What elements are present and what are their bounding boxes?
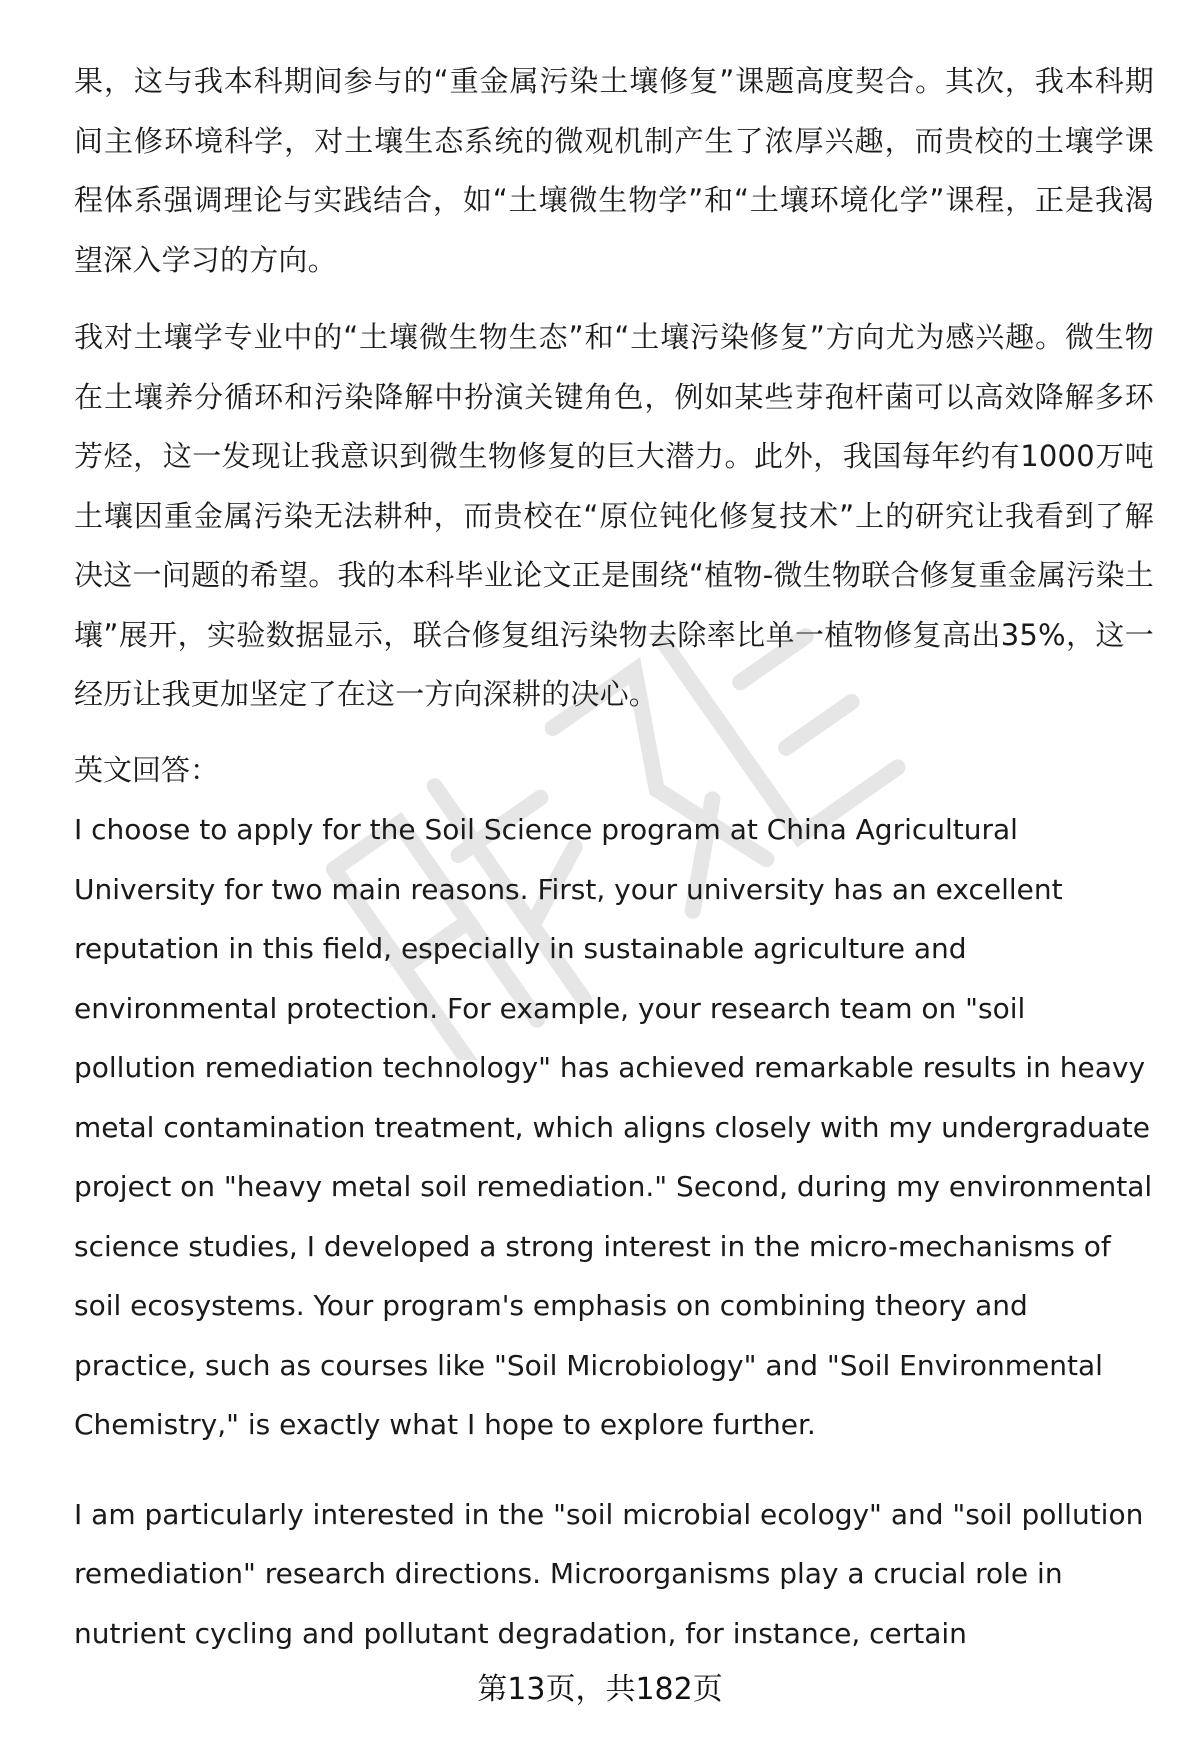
document-body xyxy=(74,52,1154,1663)
english-answer-label: 英文回答： xyxy=(74,752,220,787)
english-paragraph-1: I choose to apply for the Soil Science program at China Agricultural University for two main reasons. First, your university has an excellent reputation in this field, especially in sustainable agriculture and environmental protection. For example, your research team on "soil pollution remediation technology" has achieved remarkable results in heavy metal contamination treatment, which aligns closely with my undergraduate project on "heavy metal soil remediation." Second, during my environmental science studies, I developed a strong interest in the micro-mechanisms of soil ecosystems. Your program's emphasis on combining theory and practice, such as courses like "Soil Microbiology" and "Soil Environmental Chemistry," is exactly what I hope to explore further. xyxy=(74,813,1153,1441)
page-number-footer: 第13页，共182页 xyxy=(477,1672,723,1707)
english-paragraph-2: I am particularly interested in the "soil microbial ecology" and "soil pollution remediation" research directions. Microorganisms play a crucial role in nutrient cycling and pollutant degradation, for instance, certain xyxy=(74,1497,1144,1650)
chinese-paragraph-1: 果，这与我本科期间参与的“重金属污染土壤修复”课题高度契合。其次，我本科期间主修环境科学，对土壤生态系统的微观机制产生了浓厚兴趣，而贵校的土壤学课程体系强调理论与实践结合，如“土壤微生物学”和“土壤环境化学”课程，正是我渴望深入学习的方向。 xyxy=(74,64,1154,277)
chinese-paragraph-2: 我对土壤学专业中的“土壤微生物生态”和“土壤污染修复”方向尤为感兴趣。微生物在土壤养分循环和污染降解中扮演关键角色，例如某些芽孢杆菌可以高效降解多环芳烃，这一发现让我意识到微生物修复的巨大潜力。此外，我国每年约有1000万吨土壤因重金属污染无法耕种，而贵校在“原位钝化修复技术”上的研究让我看到了解决这一问题的希望。我的本科毕业论文正是围绕“植物-微生物联合修复重金属污染土壤”展开，实验数据显示，联合修复组污染物去除率比单一植物修复高出35%，这一经历让我更加坚定了在这一方向深耕的决心。 xyxy=(74,320,1154,711)
